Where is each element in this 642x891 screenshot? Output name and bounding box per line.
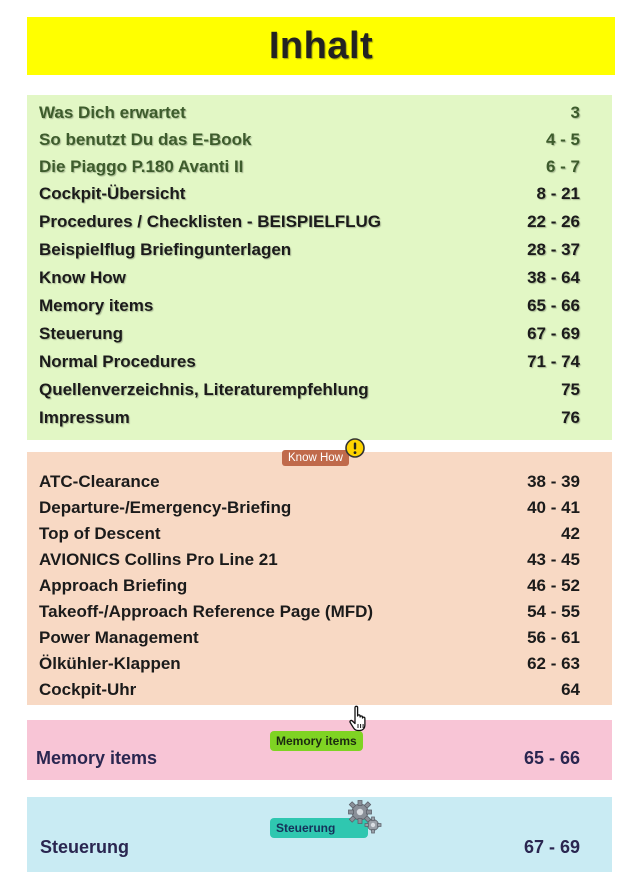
toc-row[interactable] — [27, 236, 612, 264]
know-how-section — [27, 452, 612, 705]
memory-items-badge[interactable]: Memory items — [270, 731, 363, 751]
toc-row[interactable] — [27, 677, 612, 703]
toc-row[interactable] — [27, 547, 612, 573]
toc-row[interactable] — [27, 573, 612, 599]
toc-label: Memory items — [39, 296, 154, 315]
toc-pages: 65 - 66 — [527, 296, 580, 315]
toc-row[interactable] — [27, 292, 612, 320]
toc-label: So benutzt Du das E-Book — [39, 129, 252, 149]
toc-row[interactable] — [27, 320, 612, 348]
toc-pages: 42 — [561, 524, 580, 543]
toc-label: Cockpit-Übersicht — [39, 184, 186, 203]
toc-pages: 3 — [570, 102, 580, 122]
toc-row[interactable] — [27, 376, 612, 404]
toc-pages: 46 - 52 — [527, 576, 580, 595]
toc-pages: 40 - 41 — [527, 498, 580, 517]
toc-row[interactable] — [27, 99, 612, 126]
toc-pages: 4 - 5 — [545, 129, 580, 149]
toc-row[interactable] — [27, 208, 612, 236]
toc-label: Departure-/Emergency-Briefing — [39, 498, 292, 517]
toc-pages: 54 - 55 — [527, 602, 580, 621]
toc-pages: 62 - 63 — [527, 654, 580, 673]
toc-row[interactable] — [27, 599, 612, 625]
toc-pages: 56 - 61 — [527, 628, 580, 647]
toc-pages: 22 - 26 — [527, 212, 580, 231]
toc-row[interactable] — [27, 264, 612, 292]
toc-label: Die Piaggo P.180 Avanti II — [39, 156, 244, 176]
toc-row[interactable] — [27, 495, 612, 521]
toc-label: Normal Procedures — [39, 352, 196, 371]
toc-label: Steuerung — [40, 837, 130, 857]
toc-pages: 76 — [561, 408, 580, 427]
toc-label: Was Dich erwartet — [39, 102, 186, 122]
toc-label: Power Management — [39, 628, 199, 647]
toc-row[interactable] — [27, 651, 612, 677]
toc-row[interactable] — [27, 348, 612, 376]
toc-pages: 8 - 21 — [536, 184, 580, 203]
toc-pages: 67 - 69 — [527, 324, 580, 343]
toc-label: Know How — [39, 268, 126, 287]
toc-pages: 75 — [561, 380, 580, 399]
toc-row[interactable] — [27, 404, 612, 432]
steuerung-badge[interactable]: Steuerung — [270, 818, 368, 838]
toc-pages: 38 - 64 — [527, 268, 580, 287]
toc-row[interactable] — [27, 748, 612, 769]
toc-label: Top of Descent — [39, 524, 161, 543]
toc-label: Beispielflug Briefingunterlagen — [39, 240, 292, 259]
toc-pages: 65 - 66 — [523, 748, 580, 768]
toc-row[interactable] — [27, 180, 612, 208]
toc-label: Procedures / Checklisten - BEISPIELFLUG — [39, 212, 381, 231]
toc-pages: 38 - 39 — [527, 472, 580, 491]
toc-pages: 67 - 69 — [523, 837, 580, 857]
title-banner — [27, 17, 615, 75]
gears-icon — [345, 798, 383, 836]
toc-label: Approach Briefing — [39, 576, 188, 595]
toc-label: Quellenverzeichnis, Literaturempfehlung — [39, 380, 369, 399]
toc-label: Impressum — [39, 408, 130, 427]
toc-label: Memory items — [36, 748, 158, 768]
warning-icon — [345, 438, 365, 458]
toc-label: ATC-Clearance — [39, 472, 160, 491]
toc-row[interactable] — [27, 126, 612, 153]
toc-label: Ölkühler-Klappen — [39, 654, 181, 673]
pointer-hand-icon — [347, 705, 371, 733]
toc-row[interactable] — [27, 625, 612, 651]
toc-label: Takeoff-/Approach Reference Page (MFD) — [39, 602, 374, 621]
toc-label: Cockpit-Uhr — [39, 680, 137, 699]
toc-pages: 71 - 74 — [527, 352, 580, 371]
toc-row[interactable] — [27, 469, 612, 495]
toc-row[interactable] — [27, 153, 612, 180]
toc-main — [27, 95, 612, 440]
know-how-badge[interactable]: Know How — [282, 450, 349, 466]
toc-label: AVIONICS Collins Pro Line 21 — [39, 550, 278, 569]
toc-row[interactable] — [27, 837, 612, 858]
toc-pages: 6 - 7 — [545, 156, 580, 176]
toc-row[interactable] — [27, 521, 612, 547]
toc-pages: 28 - 37 — [527, 240, 580, 259]
toc-pages: 43 - 45 — [527, 550, 580, 569]
toc-label: Steuerung — [39, 324, 124, 343]
toc-pages: 64 — [561, 680, 580, 699]
page-title: Inhalt — [268, 24, 374, 67]
